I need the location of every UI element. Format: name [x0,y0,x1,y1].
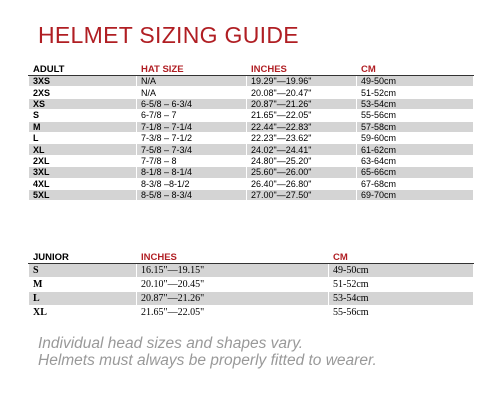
junior-size-table [28,251,474,320]
hat-size-cell: 6-7/8 – 7 [137,110,247,121]
page-title: HELMET SIZING GUIDE [38,22,299,48]
size-cell: XL [29,306,137,320]
size-cell: 3XS [29,76,137,87]
cm-cell: 57-58cm [357,121,474,132]
junior-header-size: JUNIOR [29,252,137,264]
size-cell: 4XL [29,178,137,189]
table-row [29,264,474,278]
hat-size-cell: 8-1/8 – 8-1/4 [137,167,247,178]
table-row [29,189,474,200]
adult-size-table [28,63,474,201]
cm-cell: 49-50cm [329,264,474,278]
inches-cell: 22.44"—22.83" [247,121,357,132]
inches-cell: 20.87"—21.26" [137,292,329,306]
table-row [29,132,474,143]
cm-cell: 53-54cm [357,98,474,109]
table-row [29,292,474,306]
table-row [29,167,474,178]
inches-cell: 19.29"—19.96" [247,76,357,87]
inches-cell: 20.87"—21.26" [247,98,357,109]
adult-header-hat-size: HAT SIZE [137,64,247,76]
cm-cell: 55-56cm [357,110,474,121]
hat-size-cell: N/A [137,87,247,98]
size-cell: 2XL [29,155,137,166]
cm-cell: 65-66cm [357,167,474,178]
size-cell: 3XL [29,167,137,178]
junior-header-inches: INCHES [137,252,329,264]
cm-cell: 53-54cm [329,292,474,306]
hat-size-cell: 8-3/8 –8-1/2 [137,178,247,189]
adult-header-inches: INCHES [247,64,357,76]
cm-cell: 51-52cm [357,87,474,98]
inches-cell: 21.65"—22.05" [247,110,357,121]
hat-size-cell: N/A [137,76,247,87]
size-cell: 2XS [29,87,137,98]
cm-cell: 55-56cm [329,306,474,320]
inches-cell: 20.08"—20.47" [247,87,357,98]
adult-header-cm: CM [357,64,474,76]
size-cell: 5XL [29,189,137,200]
fitting-note-line-1: Individual head sizes and shapes vary. [38,335,304,352]
inches-cell: 16.15"—19.15" [137,264,329,278]
hat-size-cell: 7-3/8 – 7-1/2 [137,132,247,143]
fitting-note-line-2: Helmets must always be properly fitted to wearer. [38,352,377,369]
adult-header-row [29,64,474,76]
inches-cell: 25.60"—26.00" [247,167,357,178]
fitting-note [38,335,377,369]
size-cell: S [29,110,137,121]
table-row [29,87,474,98]
cm-cell: 67-68cm [357,178,474,189]
inches-cell: 24.80"—25.20" [247,155,357,166]
size-cell: L [29,292,137,306]
inches-cell: 22.23"—23.62" [247,132,357,143]
table-row [29,76,474,87]
hat-size-cell: 7-7/8 – 8 [137,155,247,166]
inches-cell: 21.65"—22.05" [137,306,329,320]
table-row [29,278,474,292]
junior-header-cm: CM [329,252,474,264]
size-cell: XL [29,144,137,155]
size-cell: L [29,132,137,143]
adult-header-size: ADULT [29,64,137,76]
inches-cell: 20.10"—20.45" [137,278,329,292]
size-cell: S [29,264,137,278]
cm-cell: 49-50cm [357,76,474,87]
hat-size-cell: 6-5/8 – 6-3/4 [137,98,247,109]
size-cell: M [29,121,137,132]
table-row [29,121,474,132]
inches-cell: 24.02"—24.41" [247,144,357,155]
table-row [29,144,474,155]
table-row [29,98,474,109]
cm-cell: 69-70cm [357,189,474,200]
hat-size-cell: 7-1/8 – 7-1/4 [137,121,247,132]
table-row [29,110,474,121]
hat-size-cell: 7-5/8 – 7-3/4 [137,144,247,155]
table-row [29,178,474,189]
junior-header-row [29,252,474,264]
table-row [29,155,474,166]
cm-cell: 51-52cm [329,278,474,292]
cm-cell: 59-60cm [357,132,474,143]
size-cell: M [29,278,137,292]
inches-cell: 26.40"—26.80" [247,178,357,189]
inches-cell: 27.00"—27.50" [247,189,357,200]
cm-cell: 61-62cm [357,144,474,155]
hat-size-cell: 8-5/8 – 8-3/4 [137,189,247,200]
size-cell: XS [29,98,137,109]
table-row [29,306,474,320]
cm-cell: 63-64cm [357,155,474,166]
